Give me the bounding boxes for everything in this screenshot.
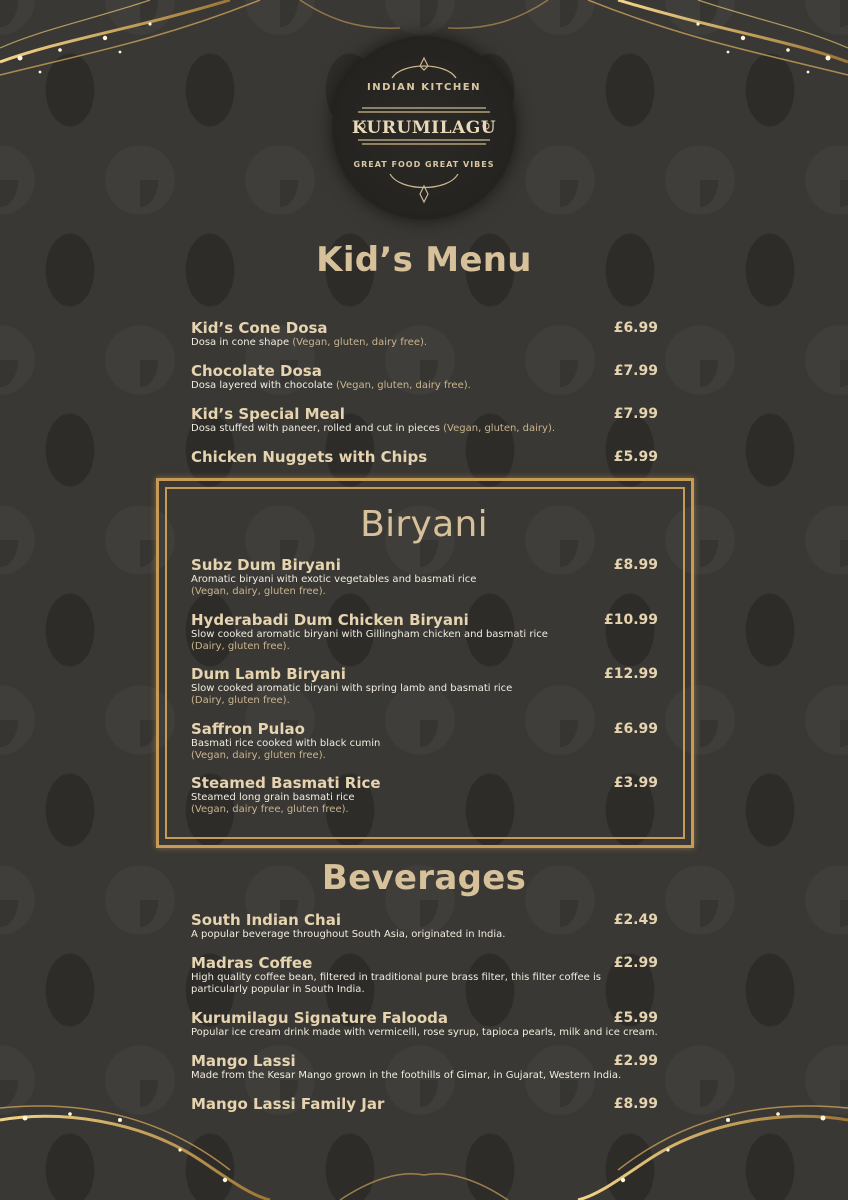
- menu-item: [191, 954, 658, 995]
- menu-item: [191, 774, 658, 815]
- logo-tagline: GREAT FOOD GREAT VIBES: [353, 160, 495, 169]
- item-description: Aromatic biryani with exotic vegetables and basmati rice: [191, 574, 477, 585]
- item-name: Subz Dum Biryani: [191, 556, 341, 574]
- item-name: Mango Lassi Family Jar: [191, 1095, 385, 1113]
- menu-item: [191, 1009, 671, 1039]
- beverages-heading: Beverages: [321, 858, 527, 898]
- item-description: Dosa layered with chocolate (Vegan, gluten, dairy free).: [191, 380, 471, 391]
- menu-item: [191, 1095, 658, 1113]
- menu-item: [191, 319, 658, 349]
- item-price: £10.99: [603, 612, 658, 628]
- item-diet-note: (Vegan, gluten, dairy free).: [292, 337, 428, 348]
- item-price: £8.99: [613, 1096, 658, 1112]
- item-diet-note: (Vegan, gluten, dairy).: [443, 423, 556, 434]
- menu-item: [191, 720, 658, 761]
- gold-swirl-bottom-decoration: [0, 1070, 848, 1200]
- item-description: High quality coffee bean, filtered in traditional pure brass filter, this filter coffee is: [191, 972, 601, 983]
- item-description: Steamed long grain basmati rice: [191, 792, 355, 803]
- item-diet-note: (Vegan, dairy, gluten free).: [191, 585, 326, 597]
- item-price: £7.99: [613, 406, 658, 422]
- logo-restaurant-name: KURUMILAGU: [351, 118, 497, 138]
- item-price: £3.99: [613, 775, 658, 791]
- item-price: £2.99: [613, 955, 658, 971]
- item-description: Dosa in cone shape (Vegan, gluten, dairy free).: [191, 337, 428, 348]
- item-name: Chicken Nuggets with Chips: [191, 448, 428, 466]
- item-description: Basmati rice cooked with black cumin: [191, 738, 381, 749]
- item-name: Madras Coffee: [191, 954, 313, 972]
- menu-item: [191, 362, 658, 392]
- item-description: Dosa stuffed with paneer, rolled and cut in pieces (Vegan, gluten, dairy).: [191, 423, 556, 434]
- item-price: £12.99: [603, 666, 658, 682]
- menu-item: [191, 611, 658, 652]
- item-price: £5.99: [613, 449, 658, 465]
- item-price: £2.99: [613, 1053, 658, 1069]
- item-name: Kid’s Special Meal: [191, 405, 345, 423]
- menu-item: [191, 405, 658, 435]
- item-description: A popular beverage throughout South Asia, originated in India.: [191, 929, 506, 940]
- kids-menu-heading: Kid’s Menu: [316, 240, 532, 280]
- item-name: Mango Lassi: [191, 1052, 296, 1070]
- menu-item: [191, 911, 658, 941]
- item-price: £8.99: [613, 557, 658, 573]
- item-diet-note: (Vegan, dairy free, gluten free).: [191, 803, 349, 815]
- item-price: £6.99: [613, 320, 658, 336]
- biryani-heading: Biryani: [360, 504, 488, 545]
- menu-item: [191, 665, 658, 706]
- item-diet-note: (Dairy, gluten free).: [191, 640, 290, 652]
- item-price: £7.99: [613, 363, 658, 379]
- item-name: South Indian Chai: [191, 911, 341, 929]
- logo-top-text: INDIAN KITCHEN: [367, 82, 481, 93]
- menu-item: [191, 1052, 658, 1082]
- item-name: Kid’s Cone Dosa: [191, 319, 328, 337]
- item-name: Dum Lamb Biryani: [191, 665, 346, 683]
- item-diet-note: (Dairy, gluten free).: [191, 694, 290, 706]
- restaurant-logo: [332, 36, 516, 220]
- menu-item: [191, 448, 658, 466]
- item-diet-note: (Vegan, gluten, dairy free).: [336, 380, 471, 391]
- item-price: £5.99: [613, 1010, 658, 1026]
- item-name: Saffron Pulao: [191, 720, 305, 738]
- item-name: Kurumilagu Signature Falooda: [191, 1009, 449, 1027]
- item-description: Popular ice cream drink made with vermicelli, rose syrup, tapioca pearls, milk and ice cream.: [191, 1027, 658, 1038]
- item-price: £2.49: [613, 912, 658, 928]
- item-description: Made from the Kesar Mango grown in the foothills of Gimar, in Gujarat, Western India.: [191, 1070, 622, 1081]
- item-description: Slow cooked aromatic biryani with spring lamb and basmati rice: [191, 683, 513, 694]
- item-price: £6.99: [613, 721, 658, 737]
- item-name: Hyderabadi Dum Chicken Biryani: [191, 611, 469, 629]
- item-name: Chocolate Dosa: [191, 362, 322, 380]
- item-name: Steamed Basmati Rice: [191, 774, 381, 792]
- menu-item: [191, 556, 658, 597]
- item-diet-note: (Vegan, dairy, gluten free).: [191, 749, 326, 761]
- item-description: Slow cooked aromatic biryani with Gillingham chicken and basmati rice: [191, 629, 548, 640]
- item-description-continued: particularly popular in South India.: [191, 983, 365, 995]
